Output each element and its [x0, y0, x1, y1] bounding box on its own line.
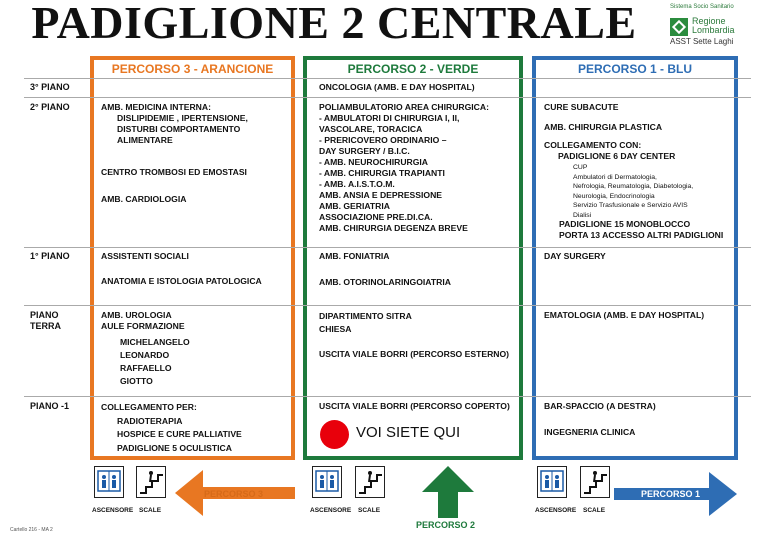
- cell-3-green: [319, 82, 475, 93]
- cell-line: DIPARTIMENTO SITRA: [319, 311, 412, 321]
- cell-line: VASCOLARE, TORACICA: [319, 124, 423, 134]
- floor-label-3: 3° PIANO: [30, 82, 70, 92]
- cell-terra-blue: [544, 310, 704, 321]
- cell-2-orange-trombosi: [101, 167, 247, 178]
- arrow-left-label: PERCORSO 3: [204, 489, 264, 499]
- cell-line: AMB. UROLOGIA: [101, 310, 172, 320]
- cell-1-blue: [544, 251, 606, 262]
- cell-minus1-green: [319, 401, 510, 412]
- cell-terra-orange-aule: [120, 336, 190, 388]
- cell-minus1-blue-ingegneria: [544, 427, 635, 438]
- floor-label-minus-1: PIANO -1: [30, 401, 70, 411]
- percorso-3-heading: PERCORSO 3 - ARANCIONE: [111, 62, 274, 76]
- cell-line: DISTURBI COMPORTAMENTO: [117, 124, 241, 134]
- you-are-here-dot: [320, 420, 349, 449]
- cell-2-blue-day-center-list: [573, 163, 693, 220]
- cell-line: COLLEGAMENTO CON:: [544, 140, 642, 150]
- elevator-icon: [537, 466, 567, 498]
- cell-line: CUP: [573, 164, 588, 171]
- elevator-icon: [312, 466, 342, 498]
- cell-terra-orange: [101, 310, 185, 332]
- cell-line: - AMB. NEUROCHIRURGIA: [319, 157, 429, 167]
- cell-line: ASSOCIAZIONE PRE.DI.CA.: [319, 212, 433, 222]
- cell-line: COLLEGAMENTO PER:: [101, 402, 197, 412]
- cell-line: DAY SURGERY: [544, 251, 606, 261]
- cell-1-green-otorino: [319, 277, 451, 288]
- cell-line: PORTA 13 ACCESSO ALTRI PADIGLIONI: [559, 230, 724, 240]
- cell-line: PADIGLIONE 6 DAY CENTER: [558, 151, 676, 161]
- regione-lombardia-logo: [668, 4, 768, 44]
- cell-line: - AMBULATORI DI CHIRURGIA I, II,: [319, 113, 460, 123]
- page-title: PADIGLIONE 2 CENTRALE: [31, 0, 637, 48]
- cell-2-blue-collegamento: [544, 140, 675, 162]
- cell-line: - PRERICOVERO ORDINARIO –: [319, 135, 447, 145]
- cell-line: EMATOLOGIA (AMB. E DAY HOSPITAL): [544, 310, 705, 320]
- percorso-2-heading: PERCORSO 2 - VERDE: [347, 62, 479, 76]
- cell-line: AMB. CARDIOLOGIA: [101, 194, 187, 204]
- row-divider: [24, 247, 751, 248]
- cell-line: LEONARDO: [120, 350, 170, 360]
- cell-terra-green: [319, 310, 412, 335]
- row-divider: [24, 78, 751, 79]
- cell-line: Neurologia, Endocrinologia: [573, 192, 655, 200]
- cell-line: MICHELANGELO: [120, 337, 190, 347]
- row-divider: [24, 97, 751, 98]
- elevator-label: ASCENSORE: [310, 507, 352, 514]
- cell-line: BAR-SPACCIO (A DESTRA): [544, 401, 656, 411]
- cell-line: ALIMENTARE: [117, 135, 173, 145]
- percorso-1-heading: PERCORSO 1 - BLU: [577, 62, 692, 76]
- lombardia-rose-icon: [670, 18, 688, 36]
- cell-line: Ambulatori di Dermatologia,: [573, 173, 657, 181]
- cell-line: CHIESA: [319, 323, 352, 334]
- cell-line: Dialisi: [573, 211, 592, 219]
- cell-line: AMB. MEDICINA INTERNA:: [101, 102, 211, 112]
- cell-line: AMB. GERIATRIA: [319, 201, 390, 211]
- cell-1-green-foniatria: [319, 251, 390, 262]
- stairs-icon: [355, 466, 385, 498]
- cell-line: DISLIPIDEMIE , IPERTENSIONE,: [117, 113, 248, 123]
- stairs-icon: [580, 466, 610, 498]
- logo-name: Regione Lombardia: [692, 16, 735, 35]
- cell-line: GIOTTO: [120, 376, 153, 386]
- cell-line: AMB. CHIRURGIA PLASTICA: [544, 122, 663, 132]
- arrow-up-percorso-2: [422, 466, 474, 518]
- stairs-label: SCALE: [583, 507, 606, 514]
- cell-minus1-blue-bar: [544, 401, 656, 412]
- cell-line: RAFFAELLO: [120, 363, 172, 373]
- cell-line: - AMB. CHIRURGIA TRAPIANTI: [319, 168, 445, 178]
- logo-top-text: Sistema Socio Sanitario: [670, 4, 734, 10]
- floor-label-1: 1° PIANO: [30, 251, 70, 261]
- cell-line: AULE FORMAZIONE: [101, 321, 185, 331]
- cell-line: AMB. OTORINOLARINGOIATRIA: [319, 277, 451, 287]
- logo-asst: ASST Sette Laghi: [670, 37, 734, 46]
- you-are-here-label: VOI SIETE QUI: [356, 424, 461, 441]
- cell-line: AMB. CHIRURGIA DEGENZA BREVE: [319, 223, 468, 233]
- arrow-right-label: PERCORSO 1: [641, 489, 701, 499]
- cell-line: AMB. FONIATRIA: [319, 251, 390, 261]
- cell-line: RADIOTERAPIA: [117, 415, 183, 426]
- cell-line: POLIAMBULATORIO AREA CHIRURGICA:: [319, 102, 489, 112]
- cell-line: USCITA VIALE BORRI (PERCORSO ESTERNO): [319, 349, 510, 359]
- elevator-label: ASCENSORE: [92, 507, 134, 514]
- cell-2-green: [319, 102, 489, 234]
- cell-1-orange-assistenti: [101, 251, 189, 262]
- cell-line: CENTRO TROMBOSI ED EMOSTASI: [101, 167, 247, 177]
- cell-line: PADIGLIONE 5 OCULISTICA: [117, 442, 232, 453]
- cell-line: - AMB. A.I.S.T.O.M.: [319, 179, 395, 189]
- sign-code: Cartello 216 - MA 2: [10, 527, 53, 533]
- cell-2-orange-cardiologia: [101, 194, 186, 205]
- cell-terra-green-uscita: [319, 349, 509, 360]
- arrow-up-label: PERCORSO 2: [416, 520, 476, 530]
- stairs-label: SCALE: [358, 507, 381, 514]
- cell-line: DAY SURGERY / B.I.C.: [319, 146, 410, 156]
- cell-line: CURE SUBACUTE: [544, 102, 619, 112]
- cell-line: Nefrologia, Reumatologia, Diabetologia,: [573, 183, 694, 190]
- cell-1-orange-anatomia: [101, 276, 262, 287]
- stairs-icon: [136, 466, 166, 498]
- cell-line: Servizio Trasfusionale e Servizio AVIS: [573, 202, 688, 209]
- cell-line: AMB. ANSIA E DEPRESSIONE: [319, 190, 443, 200]
- row-divider: [24, 396, 751, 397]
- cell-line: USCITA VIALE BORRI (PERCORSO COPERTO): [319, 401, 510, 411]
- cell-line: ASSISTENTI SOCIALI: [101, 251, 189, 261]
- cell-line: ANATOMIA E ISTOLOGIA PATOLOGICA: [101, 276, 262, 286]
- stairs-label: SCALE: [139, 507, 162, 514]
- cell-2-blue-subacute: [544, 102, 618, 113]
- cell-line: ONCOLOGIA (AMB. E DAY HOSPITAL): [319, 82, 475, 92]
- cell-line: INGEGNERIA CLINICA: [544, 427, 636, 437]
- cell-line: PADIGLIONE 15 MONOBLOCCO: [559, 219, 691, 229]
- cell-minus1-orange: [101, 401, 242, 455]
- cell-2-blue-plastica: [544, 122, 662, 133]
- elevator-icon: [94, 466, 124, 498]
- cell-2-blue-monoblocco: [559, 219, 723, 241]
- elevator-label: ASCENSORE: [535, 507, 577, 514]
- floor-label-2: 2° PIANO: [30, 102, 70, 112]
- cell-2-orange: [101, 102, 248, 146]
- floor-label-terra: PIANO TERRA: [30, 310, 61, 331]
- cell-line: HOSPICE E CURE PALLIATIVE: [117, 429, 242, 439]
- row-divider: [24, 305, 751, 306]
